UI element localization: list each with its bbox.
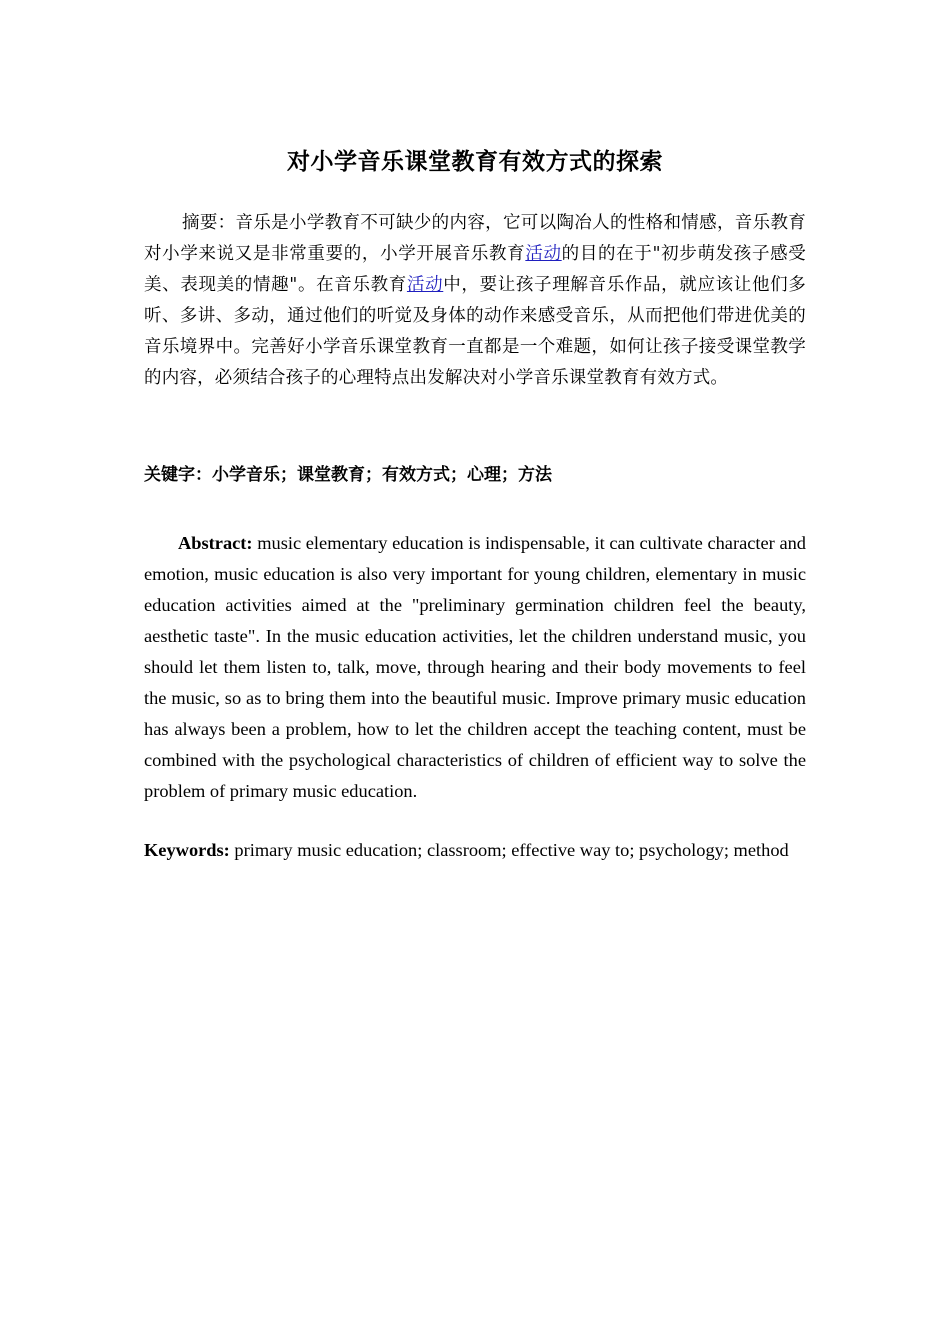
activity-link-2[interactable]: 活动 xyxy=(406,275,444,295)
keywords-english xyxy=(144,832,806,869)
keywords-en-text: primary music education; classroom; effective way to; psychology; method xyxy=(229,840,789,860)
abstract-chinese xyxy=(144,208,806,394)
page-title: 对小学音乐课堂教育有效方式的探索 xyxy=(287,149,663,175)
abstract-cn-text-1: 音乐是小学教育不可缺少的内容，它可以陶冶人的性格和情感，音乐教育对小学来说又是非常重要的，小学开展音乐教育 xyxy=(144,213,806,264)
keywords-en-label: Keywords: xyxy=(144,840,230,860)
abstract-cn-label: 摘要： xyxy=(182,213,236,233)
abstract-en-text: music elementary education is indispensable, it can cultivate character and emotion, music education is also very important for young children, elementary in music education activities aimed at the "preliminary germination children feel the beauty, aesthetic taste". In the music education activities, let the children understand music, you should let them listen to, talk, move, through hearing and their body movements to feel the music, so as to bring them into the beautiful music. Improve primary music education has always been a problem, how to let the children accept the teaching content, must be combined with the psychological characteristics of children of efficient way to solve the problem of primary music education. xyxy=(144,533,806,801)
keywords-chinese: 关键字：小学音乐；课堂教育；有效方式；心理；方法 xyxy=(144,465,552,485)
abstract-english xyxy=(144,528,806,807)
activity-link-1[interactable]: 活动 xyxy=(525,244,562,264)
abstract-cn-text-2: 的目的在于"初步萌发孩子感受美、表现美的情趣"。在音乐教育 xyxy=(144,244,806,295)
abstract-cn-text-3: 中，要让孩子理解音乐作品，就应该让他们多听、多讲、多动，通过他们的听觉及身体的动作来感受音乐，从而把他们带进优美的音乐境界中。完善好小学音乐课堂教育一直都是一个难题，如何让孩子接受课堂教学的内容，必须结合孩子的心理特点出发解决对小学音乐课堂教育有效方式。 xyxy=(144,275,806,388)
abstract-en-label: Abstract: xyxy=(178,533,253,553)
